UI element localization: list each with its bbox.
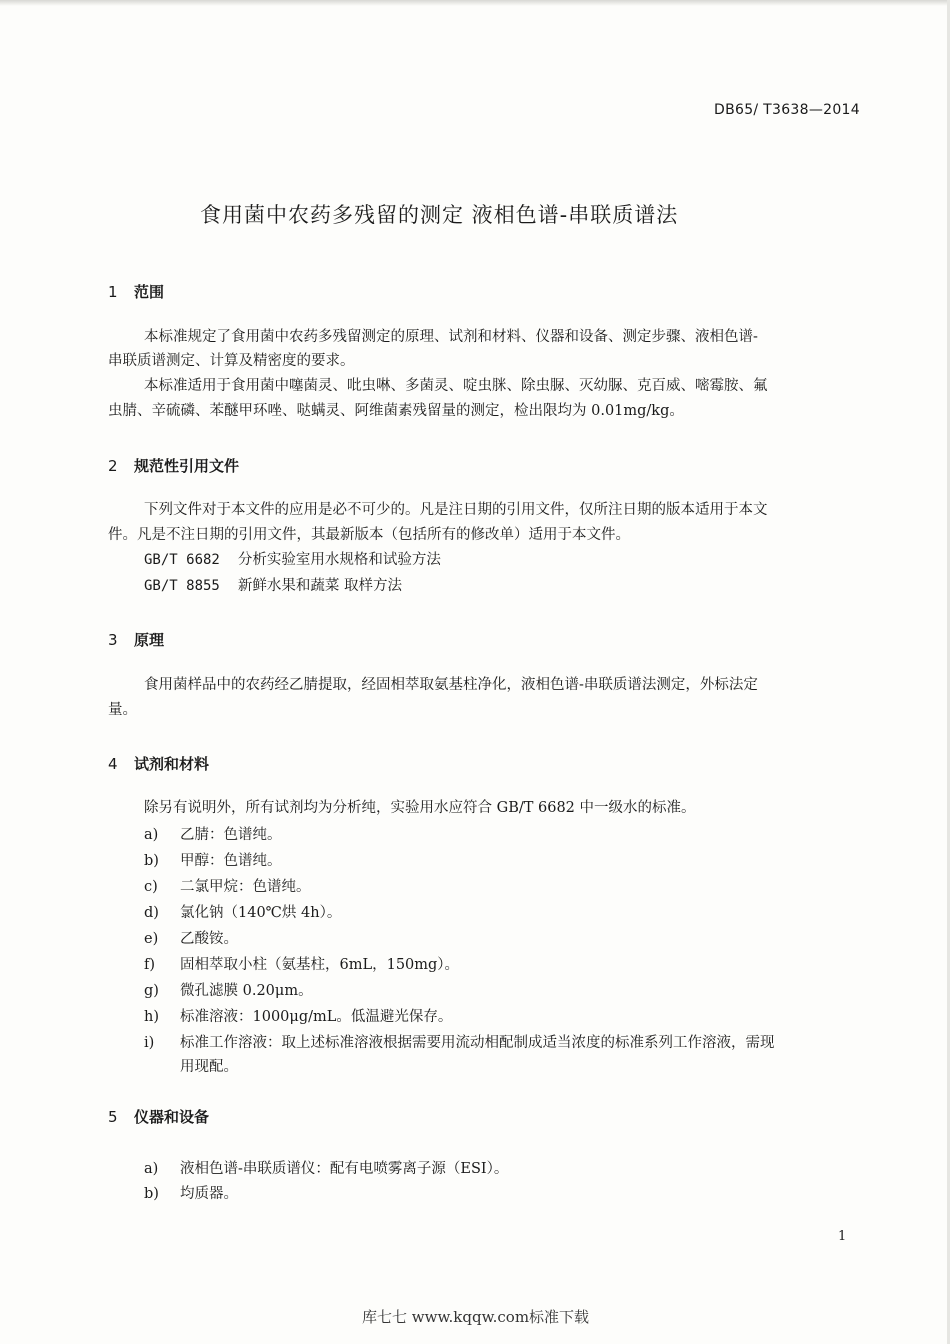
section-title: 原理 (134, 631, 165, 649)
item-text: 标准溶液：1000μg/mL。低温避光保存。 (180, 1009, 453, 1025)
normative-reference-2 (144, 574, 402, 598)
section-5-heading (108, 1106, 209, 1127)
item-marker: c) (144, 879, 158, 895)
page-number: 1 (838, 1229, 847, 1244)
reagent-item (144, 901, 341, 925)
item-text: 固相萃取小柱（氨基柱，6mL，150mg）。 (180, 957, 460, 973)
reference-code: GB/T 6682 (144, 552, 220, 568)
document-title: 食用菌中农药多残留的测定 液相色谱-串联质谱法 (200, 203, 679, 227)
item-marker: i) (144, 1035, 155, 1051)
section-1-heading (108, 281, 164, 302)
item-text: 液相色谱-串联质谱仪：配有电喷雾离子源（ESI）。 (180, 1161, 509, 1177)
document-code: DB65/ T3638—2014 (714, 102, 860, 118)
section-3-line-1: 食用菌样品中的农药经乙腈提取，经固相萃取氨基柱净化，液相色谱-串联质谱法测定，外标法定 (144, 677, 758, 693)
reagent-item-continuation: 用现配。 (180, 1059, 238, 1075)
item-text: 乙腈：色谱纯。 (180, 827, 282, 843)
item-text: 标准工作溶液：取上述标准溶液根据需要用流动相配制成适当浓度的标准系列工作溶液，需现 (180, 1035, 775, 1051)
scan-edge-top (0, 0, 950, 6)
section-1-line-1: 本标准规定了食用菌中农药多残留测定的原理、试剂和材料、仪器和设备、测定步骤、液相色谱- (144, 329, 758, 345)
reagent-item (144, 979, 313, 1003)
section-2-line-2: 件。凡是不注日期的引用文件，其最新版本（包括所有的修改单）适用于本文件。 (108, 527, 630, 543)
section-title: 仪器和设备 (134, 1108, 210, 1126)
reagent-item (144, 927, 238, 951)
reagent-item (144, 849, 282, 873)
item-marker: a) (144, 827, 159, 843)
section-1-line-3: 本标准适用于食用菌中噻菌灵、吡虫啉、多菌灵、啶虫脒、除虫脲、灭幼脲、克百威、嘧霉胺、氟 (144, 378, 768, 394)
item-marker: f) (144, 957, 156, 973)
reference-title: 分析实验室用水规格和试验方法 (237, 552, 441, 568)
section-number: 1 (108, 283, 118, 301)
item-marker: d) (144, 905, 159, 921)
item-marker: b) (144, 1186, 159, 1202)
section-4-intro: 除另有说明外，所有试剂均为分析纯，实验用水应符合 GB/T 6682 中一级水的标准。 (144, 800, 696, 816)
reference-code: GB/T 8855 (144, 578, 220, 594)
item-marker: g) (144, 983, 159, 999)
reagent-item (144, 953, 459, 977)
item-text: 微孔滤膜 0.20μm。 (180, 983, 313, 999)
item-text: 均质器。 (180, 1186, 238, 1202)
equipment-item (144, 1182, 238, 1206)
section-1-line-4: 虫腈、辛硫磷、苯醚甲环唑、哒螨灵、阿维菌素残留量的测定，检出限均为 0.01mg/kg。 (108, 403, 684, 419)
item-text: 乙酸铵。 (180, 931, 238, 947)
item-marker: e) (144, 931, 159, 947)
reagent-item (144, 875, 311, 899)
section-title: 范围 (134, 283, 165, 301)
section-number: 3 (108, 631, 118, 649)
reagent-item (144, 823, 282, 847)
section-number: 2 (108, 457, 118, 475)
section-number: 5 (108, 1108, 118, 1126)
section-1-line-2: 串联质谱测定、计算及精密度的要求。 (108, 353, 355, 369)
reagent-item (144, 1031, 775, 1055)
item-marker: h) (144, 1009, 159, 1025)
reagent-item (144, 1005, 452, 1029)
reference-title: 新鲜水果和蔬菜 取样方法 (237, 578, 402, 594)
item-text: 氯化钠（140℃烘 4h）。 (180, 905, 342, 921)
section-2-line-1: 下列文件对于本文件的应用是必不可少的。凡是注日期的引用文件，仅所注日期的版本适用于本文 (144, 502, 768, 518)
section-number: 4 (108, 755, 118, 773)
normative-reference-1 (144, 548, 441, 572)
footer-watermark: 库七七 www.kqqw.com标准下载 (362, 1308, 590, 1326)
item-text: 二氯甲烷：色谱纯。 (180, 879, 311, 895)
section-4-heading (108, 753, 209, 774)
equipment-item (144, 1157, 508, 1181)
section-3-line-2: 量。 (108, 702, 137, 718)
item-marker: a) (144, 1161, 159, 1177)
item-marker: b) (144, 853, 159, 869)
section-title: 规范性引用文件 (134, 457, 240, 475)
item-text: 甲醇：色谱纯。 (180, 853, 282, 869)
section-2-heading (108, 455, 239, 476)
section-3-heading (108, 629, 164, 650)
section-title: 试剂和材料 (134, 755, 210, 773)
